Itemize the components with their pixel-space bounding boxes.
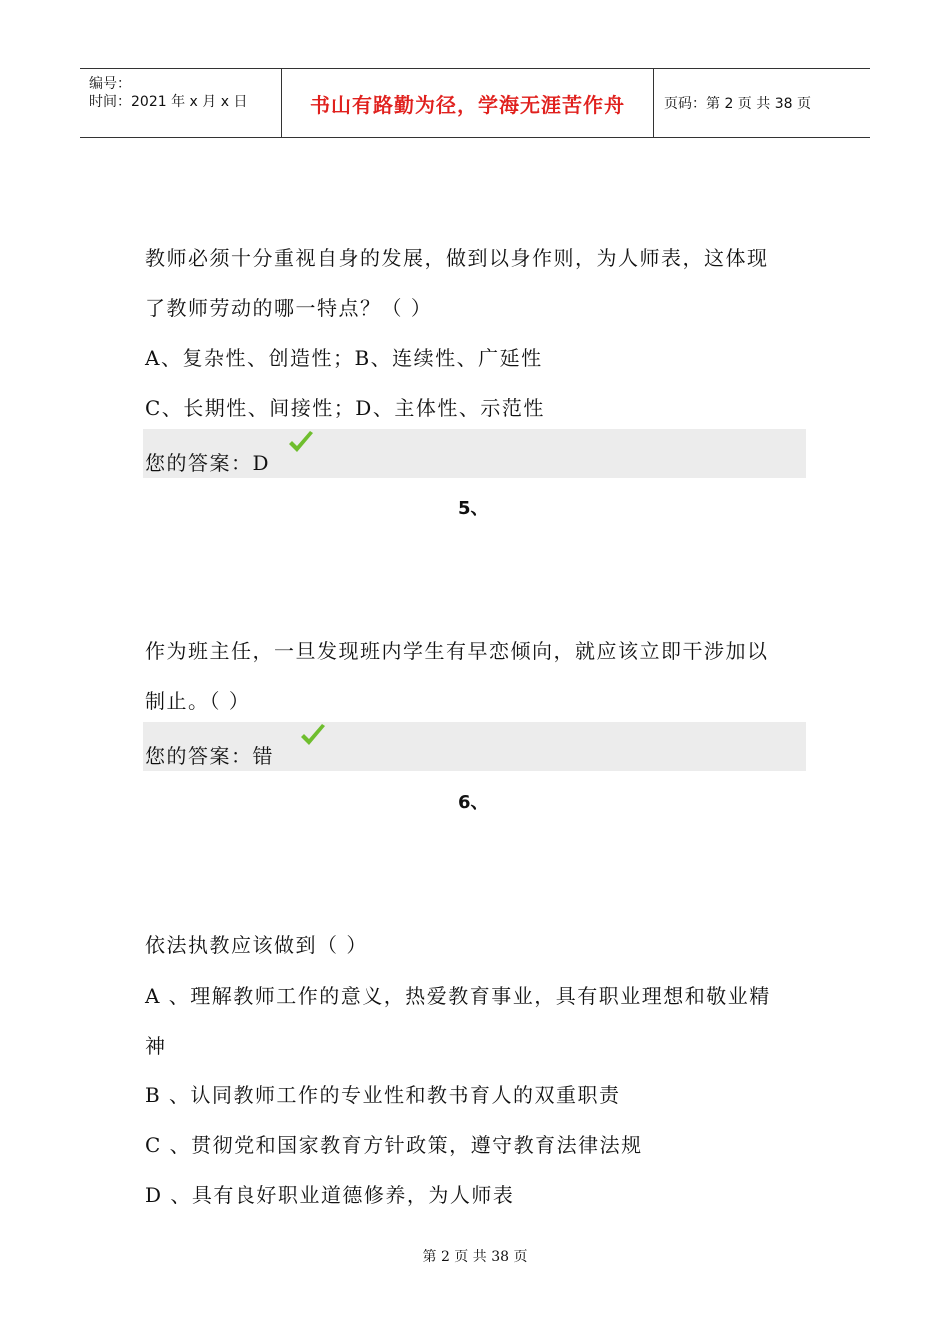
q6-option-d: D 、具有良好职业道德修养，为人师表 [145,1183,515,1207]
q6-option-a-line1: A 、理解教师工作的意义，热爱教育事业，具有职业理想和敬业精 [145,984,771,1008]
check-icon [298,723,328,749]
q5-stem-line1: 作为班主任，一旦发现班内学生有早恋倾向，就应该立即干涉加以 [145,639,769,663]
header-motto-cell [282,69,654,137]
header-page-cell [654,69,870,137]
q6-number: 6、 [458,792,489,813]
check-icon [286,430,316,456]
header-meta [80,69,282,137]
q4-options-ab: A、复杂性、创造性；B、连续性、广延性 [145,346,543,370]
q5-answer-box [143,722,806,771]
header-motto: 书山有路勤为径，学海无涯苦作舟 [310,92,625,117]
header-date-label: 时间：2021 年 x 月 x 日 [89,94,248,110]
q5-stem-line2: 制止。（ ） [145,689,251,713]
q5-answer: 您的答案：错 [145,744,274,768]
q6-option-c: C 、贯彻党和国家教育方针政策，遵守教育法律法规 [145,1133,643,1157]
q6-stem: 依法执教应该做到（ ） [145,933,368,957]
q4-answer: 您的答案：D [145,451,271,475]
q4-stem-line2: 了教师劳动的哪一特点？（ ） [145,296,433,320]
page-header [80,68,870,138]
header-page-info: 页码：第 2 页 共 38 页 [664,96,811,112]
q6-option-a-line2: 神 [145,1034,167,1058]
header-number-label: 编号： [89,76,131,92]
q4-answer-box [143,429,806,478]
q4-options-cd: C、长期性、间接性；D、主体性、示范性 [145,396,545,420]
q5-number: 5、 [458,498,489,519]
q4-stem-line1: 教师必须十分重视自身的发展，做到以身作则，为人师表，这体现 [145,246,769,270]
page-footer: 第 2 页 共 38 页 [422,1249,528,1265]
q6-option-b: B 、认同教师工作的专业性和教书育人的双重职责 [145,1083,621,1107]
